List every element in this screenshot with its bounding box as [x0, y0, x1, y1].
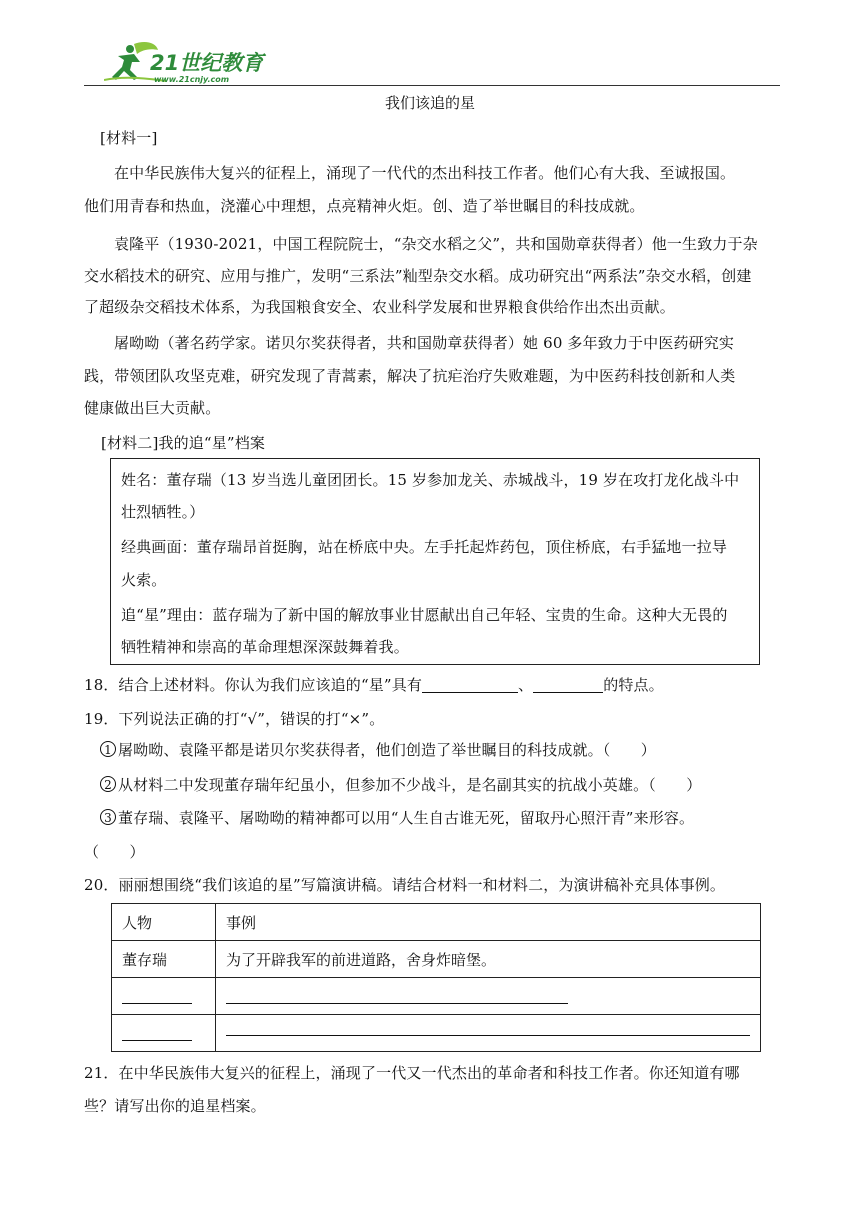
circled-number-icon: 3 [100, 809, 116, 825]
table-row-blank [112, 978, 761, 1015]
profile-line: 经典画面：董存瑞昂首挺胸，站在桥底中央。左手托起炸药包，顶住桥底，右手猛地一拉导 [121, 538, 728, 556]
q19-item-3-answer-brackets[interactable]: （ ） [84, 843, 145, 861]
material2-label: [材料二]我的追“星”档案 [101, 434, 265, 452]
table-header-example: 事例 [216, 904, 761, 941]
q18-text-before: 结合上述材料。你认为我们应该追的“星”具有 [118, 676, 423, 694]
q18-text-after: 的特点。 [603, 676, 664, 694]
profile-line: 壮烈牺牲。） [121, 503, 205, 521]
profile-line: 追“星”理由：蓝存瑞为了新中国的解放事业甘愿献出自己年轻、宝贵的生命。这种大无畏的 [121, 606, 728, 624]
profile-line: 姓名：董存瑞（13 岁当选儿童团团长。15 岁参加龙关、赤城战斗，19 岁在攻打龙化战斗中 [121, 471, 740, 489]
circled-number-icon: 2 [100, 776, 116, 792]
document-title: 我们该追的星 [384, 94, 475, 112]
material1-p2-line1: 袁隆平（1930-2021，中国工程院院士，“杂交水稻之父”，共和国勋章获得者）他一生致力于杂 [114, 235, 758, 253]
question-21-line2: 些？请写出你的追星档案。 [84, 1097, 266, 1115]
table-cell-person-blank[interactable] [112, 978, 216, 1015]
table-cell-person-blank[interactable] [112, 1015, 216, 1052]
material1-p2-line3: 了超级杂交稻技术体系，为我国粮食安全、农业科学发展和世界粮食供给作出杰出贡献。 [84, 298, 675, 316]
material1-label: [材料一] [100, 129, 158, 147]
q18-answer-blank-2[interactable] [533, 676, 603, 693]
material1-p1-line2: 他们用青春和热血，浇灌心中理想，点亮精神火炬。创、造了举世瞩目的科技成就。 [84, 197, 645, 215]
q19-item-2 [100, 775, 780, 795]
question-21-line1: 21．在中华民族伟大复兴的征程上，涌现了一代又一代杰出的革命者和科技工作者。你还知道有哪 [84, 1064, 740, 1082]
site-logo [104, 40, 274, 86]
q19-item-1 [100, 740, 780, 760]
material1-p2-line2: 交水稻技术的研究、应用与推广，发明“三系法”籼型杂交水稻。成功研究出“两系法”杂交水稻，创建 [84, 267, 752, 285]
q18-answer-blank-1[interactable] [422, 676, 518, 693]
table-row [112, 941, 761, 978]
table-cell-example-blank[interactable] [216, 978, 761, 1015]
table-cell-person: 董存瑞 [112, 941, 216, 978]
material1-p3-line3: 健康做出巨大贡献。 [84, 399, 221, 417]
q18-separator: 、 [518, 676, 534, 694]
circled-number-icon: 1 [100, 741, 116, 757]
table-row-blank [112, 1015, 761, 1052]
question-19: 19．下列说法正确的打“√”，错误的打“×”。 [84, 710, 385, 728]
example-table [111, 903, 761, 1052]
material1-p3-line1: 屠呦呦（著名药学家。诺贝尔奖获得者，共和国勋章获得者）她 60 多年致力于中医药研究实 [114, 334, 735, 352]
question-20: 20．丽丽想围绕“我们该追的星”写篇演讲稿。请结合材料一和材料二，为演讲稿补充具体事例。 [84, 876, 726, 894]
profile-line: 牺牲精神和崇高的革命理想深深鼓舞着我。 [121, 638, 409, 656]
logo-text: 21世纪教育 [150, 51, 264, 75]
q18-number: 18． [84, 676, 119, 694]
star-profile-box [110, 458, 760, 665]
runner-logo-icon [104, 40, 274, 86]
q19-item-text: 董存瑞、袁隆平、屠呦呦的精神都可以用“人生自古谁无死，留取丹心照汗青”来形容。 [118, 809, 695, 827]
header-divider [84, 85, 780, 86]
question-18 [84, 675, 780, 695]
table-header-row [112, 904, 761, 941]
table-header-person: 人物 [112, 904, 216, 941]
q19-item-3 [100, 808, 780, 828]
profile-line: 火索。 [121, 571, 167, 589]
material1-p3-line2: 践，带领团队攻坚克难，研究发现了青蒿素，解决了抗疟治疗失败难题，为中医药科技创新和人类 [84, 367, 736, 385]
q19-item-text: 屠呦呦、袁隆平都是诺贝尔奖获得者，他们创造了举世瞩目的科技成就。（ ） [118, 741, 656, 759]
logo-url: www.21cnjy.com [154, 75, 230, 84]
material1-p1-line1: 在中华民族伟大复兴的征程上，涌现了一代代的杰出科技工作者。他们心有大我、至诚报国。 [114, 164, 736, 182]
q19-item-text: 从材料二中发现董存瑞年纪虽小，但参加不少战斗，是名副其实的抗战小英雄。（ ） [118, 776, 702, 794]
table-cell-example-blank[interactable] [216, 1015, 761, 1052]
table-cell-example: 为了开辟我军的前进道路，舍身炸暗堡。 [216, 941, 761, 978]
